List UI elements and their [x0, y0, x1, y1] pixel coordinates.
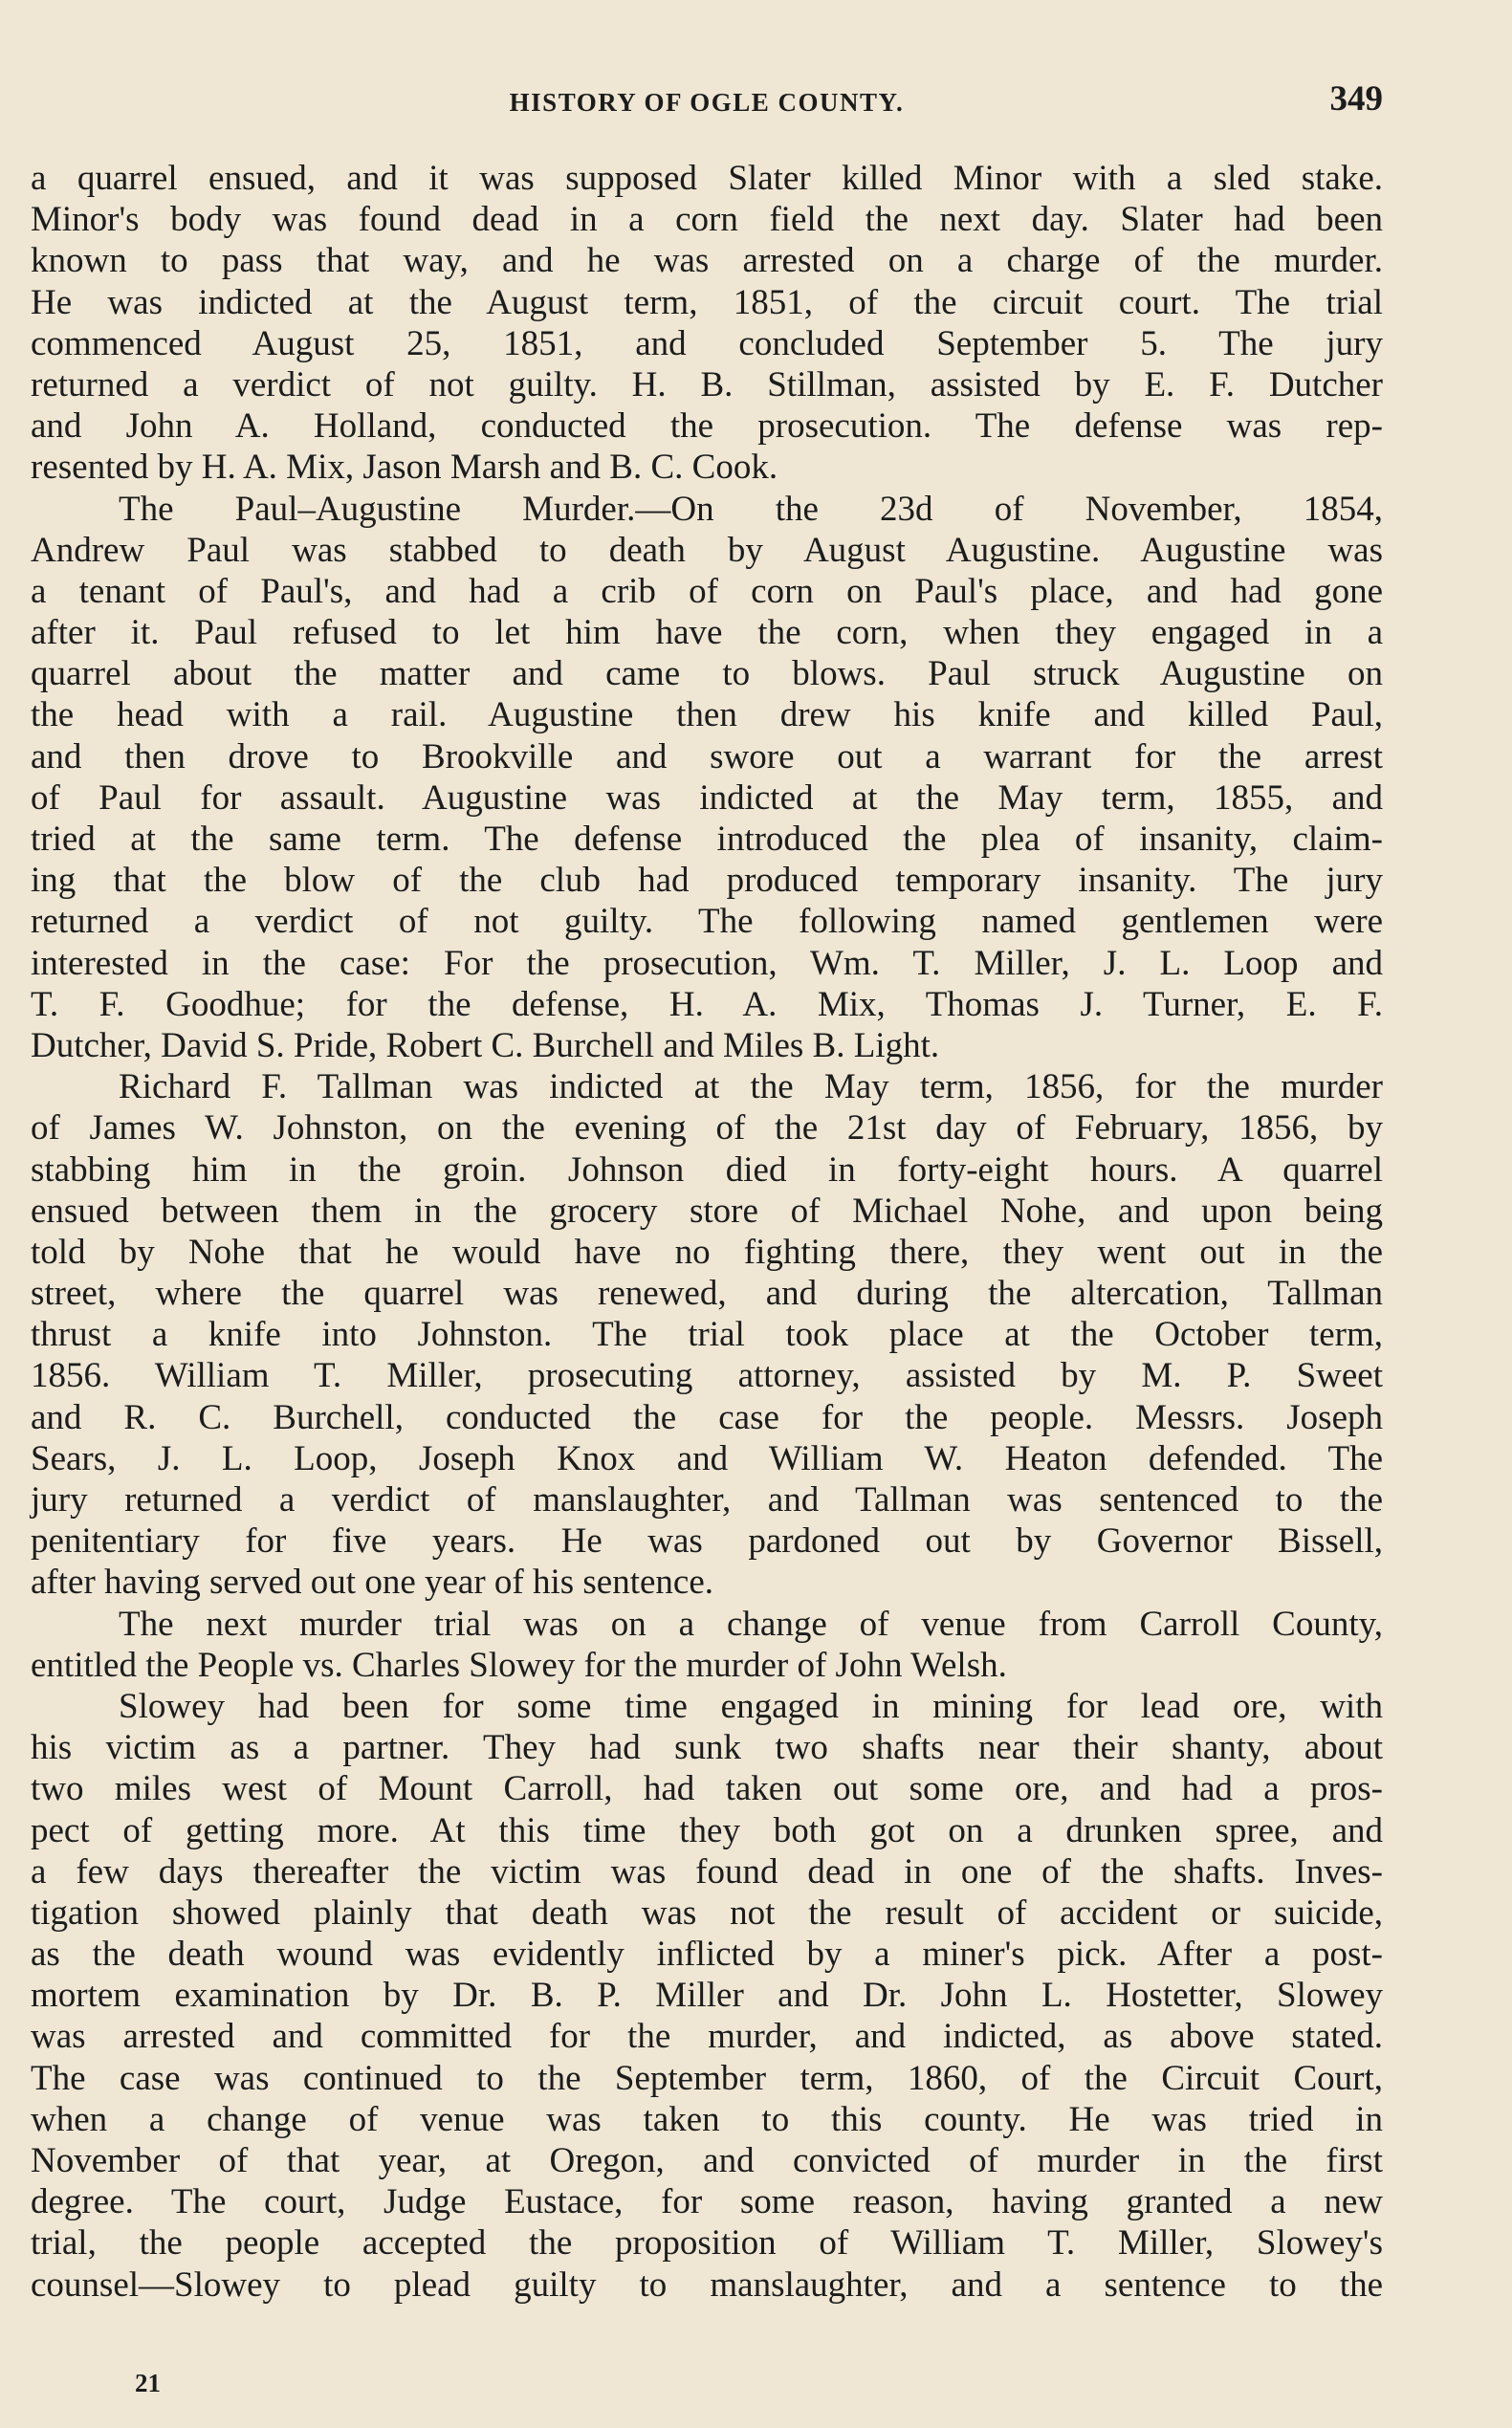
body-text: [31, 158, 1383, 2306]
text-line: was arrested and committed for the murder, and indicted, as above stated.: [31, 2017, 1383, 2057]
text-line: and R. C. Burchell, conducted the case for the people. Messrs. Joseph: [31, 1397, 1383, 1437]
text-line: as the death wound was evidently inflicted by a miner's pick. After a post-: [31, 1935, 1383, 1975]
text-line: ing that the blow of the club had produced temporary insanity. The jury: [31, 861, 1383, 901]
text-line: returned a verdict of not guilty. The following named gentlemen were: [31, 902, 1383, 942]
text-line: of James W. Johnston, on the evening of the 21st day of February, 1856, by: [31, 1108, 1383, 1148]
text-line: Andrew Paul was stabbed to death by August Augustine. Augustine was: [31, 530, 1383, 570]
text-line: when a change of venue was taken to this county. He was tried in: [31, 2099, 1383, 2139]
text-line: the head with a rail. Augustine then drew his knife and killed Paul,: [31, 695, 1383, 735]
text-line: Minor's body was found dead in a corn field the next day. Slater had been: [31, 200, 1383, 240]
page-number: 349: [1329, 79, 1383, 119]
text-line: Richard F. Tallman was indicted at the May term, 1856, for the murder: [119, 1067, 1383, 1107]
text-line: thrust a knife into Johnston. The trial took place at the October term,: [31, 1315, 1383, 1355]
text-line: and John A. Holland, conducted the prosecution. The defense was rep-: [31, 406, 1383, 447]
text-line: mortem examination by Dr. B. P. Miller and Dr. John L. Hostetter, Slowey: [31, 1976, 1383, 2016]
text-line: returned a verdict of not guilty. H. B. Stillman, assisted by E. F. Dutcher: [31, 364, 1383, 405]
text-line: his victim as a partner. They had sunk two shafts near their shanty, about: [31, 1728, 1383, 1768]
text-line: and then drove to Brookville and swore out a warrant for the arrest: [31, 736, 1383, 777]
section-heading-line: The Paul–Augustine Murder.—On the 23d of November, 1854,: [119, 489, 1383, 529]
text-line: trial, the people accepted the proposition of William T. Miller, Slowey's: [31, 2223, 1383, 2264]
text-line: after it. Paul refused to let him have the corn, when they engaged in a: [31, 613, 1383, 653]
text-line: stabbing him in the groin. Johnson died in forty-eight hours. A quarrel: [31, 1149, 1383, 1190]
text-line: two miles west of Mount Carroll, had taken out some ore, and had a pros-: [31, 1769, 1383, 1809]
text-line: known to pass that way, and he was arrested on a charge of the murder.: [31, 241, 1383, 281]
text-line: 1856. William T. Miller, prosecuting attorney, assisted by M. P. Sweet: [31, 1356, 1383, 1396]
running-head: [31, 78, 1383, 126]
text-line: He was indicted at the August term, 1851, of the circuit court. The trial: [31, 282, 1383, 322]
text-line: street, where the quarrel was renewed, and during the altercation, Tallman: [31, 1274, 1383, 1314]
text-line: penitentiary for five years. He was pardoned out by Governor Bissell,: [31, 1521, 1383, 1562]
text-line: of Paul for assault. Augustine was indicted at the May term, 1855, and: [31, 777, 1383, 818]
text-line: November of that year, at Oregon, and convicted of murder in the first: [31, 2141, 1383, 2180]
running-head-title: HISTORY OF OGLE COUNTY.: [509, 88, 905, 117]
text-line: T. F. Goodhue; for the defense, H. A. Mix, Thomas J. Turner, E. F.: [31, 984, 1383, 1024]
text-line: ensued between them in the grocery store of Michael Nohe, and upon being: [31, 1191, 1383, 1231]
text-line: quarrel about the matter and came to blows. Paul struck Augustine on: [31, 654, 1383, 694]
text-line: tried at the same term. The defense introduced the plea of insanity, claim-: [31, 820, 1383, 859]
text-line: The next murder trial was on a change of venue from Carroll County,: [119, 1604, 1383, 1644]
text-line: Sears, J. L. Loop, Joseph Knox and William W. Heaton defended. The: [31, 1438, 1383, 1478]
text-line: pect of getting more. At this time they both got on a drunken spree, and: [31, 1810, 1383, 1850]
text-line: Slowey had been for some time engaged in mining for lead ore, with: [119, 1686, 1383, 1726]
text-line: jury returned a verdict of manslaughter, and Tallman was sentenced to the: [31, 1480, 1383, 1520]
text-line: a quarrel ensued, and it was supposed Slater killed Minor with a sled stake.: [31, 159, 1383, 198]
text-line: interested in the case: For the prosecution, Wm. T. Miller, J. L. Loop and: [31, 943, 1383, 983]
text-line: tigation showed plainly that death was not the result of accident or suicide,: [31, 1892, 1383, 1933]
text-line: commenced August 25, 1851, and concluded September 5. The jury: [31, 323, 1383, 363]
text-line: told by Nohe that he would have no fighting there, they went out in the: [31, 1232, 1383, 1272]
text-line: degree. The court, Judge Eustace, for some reason, having granted a new: [31, 2182, 1383, 2222]
text-line: a tenant of Paul's, and had a crib of corn on Paul's place, and had gone: [31, 571, 1383, 611]
text-line: entitled the People vs. Charles Slowey for the murder of John Welsh.: [31, 1645, 1007, 1685]
text-line: a few days thereafter the victim was found dead in one of the shafts. Inves-: [31, 1851, 1383, 1892]
text-line: Dutcher, David S. Pride, Robert C. Burchell and Miles B. Light.: [31, 1025, 940, 1065]
text-line: The case was continued to the September term, 1860, of the Circuit Court,: [31, 2058, 1383, 2098]
signature-mark: 21: [135, 2369, 161, 2397]
text-line: counsel—Slowey to plead guilty to manslaughter, and a sentence to the: [31, 2264, 1383, 2305]
text-line: resented by H. A. Mix, Jason Marsh and B. C. Cook.: [31, 448, 778, 488]
text-line: after having served out one year of his sentence.: [31, 1563, 714, 1603]
